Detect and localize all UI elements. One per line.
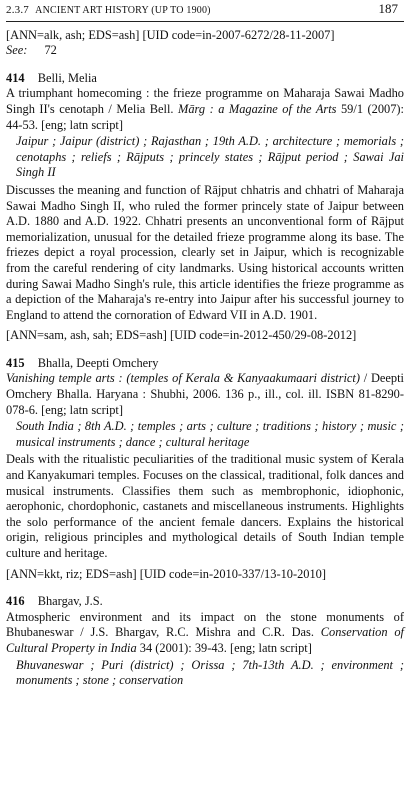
entry-author: Bhargav, J.S. <box>37 594 103 609</box>
section-title: ANCIENT ART HISTORY (UP TO 1900) <box>35 5 211 16</box>
citation-details: 34 (2001): 39-43. [eng; latn script] <box>139 640 312 655</box>
entry-author: Belli, Melia <box>37 70 97 85</box>
citation-title: Vanishing temple arts : (temples of Kerala & Kanyaakumaari district) <box>6 371 360 386</box>
running-header <box>6 0 404 22</box>
entry-uid-code: [ANN=kkt, riz; EDS=ash] [UID code=in-2010-337/13-10-2010] <box>6 566 326 581</box>
citation-details: 59/1 (2007): 44-53. [eng; latn script] <box>6 101 404 132</box>
entry-uid-code: [ANN=sam, ash, sah; EDS=ash] [UID code=in-2012-450/29-08-2012] <box>6 328 357 343</box>
page-number: 187 <box>378 1 398 16</box>
entry-number: 415 <box>6 355 25 370</box>
entry-number: 414 <box>6 70 25 85</box>
citation-title: Atmospheric environment and its impact on the stone monuments of Bhubaneswar / J.S. Bhargav, R.C. Mishra and C.R. Das. <box>6 609 404 640</box>
bibliography-entry <box>6 356 404 582</box>
see-label: See: <box>6 43 28 58</box>
uid-code-line: [ANN=alk, ash; EDS=ash] [UID code=in-2007-6272/28-11-2007] <box>6 27 335 42</box>
bibliography-entry <box>6 71 404 344</box>
citation-details: / Deepti Omchery Bhalla. Haryana : Shubhi, 2006. 136 p., ill., col. ill. ISBN 81-8290-078-6. [eng; latn script] <box>6 371 404 417</box>
entry-subjects: Bhuvaneswar ; Puri (district) ; Orissa ; 7th-13th A.D. ; environment ; monuments ; stone ; conservation <box>16 657 404 688</box>
citation-journal: Mārg : a Magazine of the Arts <box>178 101 337 116</box>
entry-number: 416 <box>6 594 25 609</box>
entry-heading <box>6 356 404 372</box>
see-reference <box>6 43 404 59</box>
section-number: 2.3.7 <box>6 4 29 16</box>
entry-heading <box>6 71 404 87</box>
running-header-title <box>6 3 211 19</box>
entry-abstract: Discusses the meaning and function of Rājput chhatris and chhatri of Maharaja Sawai Madho Singh II, who ruled the former princely state of Jaipur between A.D. 1880 and A.D. 1922. Chhatri presents an unconventional form of Rājput memorialization, unusual for the detailed frieze programme along its base. The friezes depict a royal procession, clearly set in Jaipur, which is recognizable from the careful rendering of city landmarks. Using historical accounts written during Sawai Madho Singh's rule, this article identifies the frieze programme as a depiction of the Maharaja's re-entry into Jaipur after his successful journey to England to attend the cornoration of Edward VII in A.D. 1901. <box>6 182 404 322</box>
see-value: 72 <box>44 43 57 58</box>
entry-subjects: Jaipur ; Jaipur (district) ; Rajasthan ; 19th A.D. ; architecture ; memorials ; cenotaphs ; reliefs ; Rājputs ; princely states ; Rājput period ; Sawai Jai Singh II <box>16 134 404 180</box>
entry-citation <box>6 610 404 657</box>
entry-abstract: Deals with the ritualistic peculiarities of the traditional music system of Kerala and Kanyakumari temples. Focuses on the classical, traditional, folk dances and musical instruments. Classifies them such as membrophonic, idiophonic, aerophonic, chordophonic, castanets and miscellaneous instruments. Highlights the solo performance of the ancient female dancers. Explains the historical origin, religious principles and mythological details of South Indian temple culture and heritage. <box>6 452 404 560</box>
bibliography-entry <box>6 594 404 689</box>
entry-citation <box>6 371 404 418</box>
entry-citation <box>6 86 404 133</box>
entry-heading <box>6 594 404 610</box>
entry-subjects: South India ; 8th A.D. ; temples ; arts ; culture ; traditions ; history ; music ; musical instruments ; dance ; cultural heritage <box>16 419 404 449</box>
citation-journal: Conservation of Cultural Property in India <box>6 625 404 655</box>
entry-author: Bhalla, Deepti Omchery <box>37 355 159 370</box>
citation-title: A triumphant homecoming : the frieze programme on Maharaja Sawai Madho Singh II's cenotaph / Melia Bell. <box>6 86 404 116</box>
